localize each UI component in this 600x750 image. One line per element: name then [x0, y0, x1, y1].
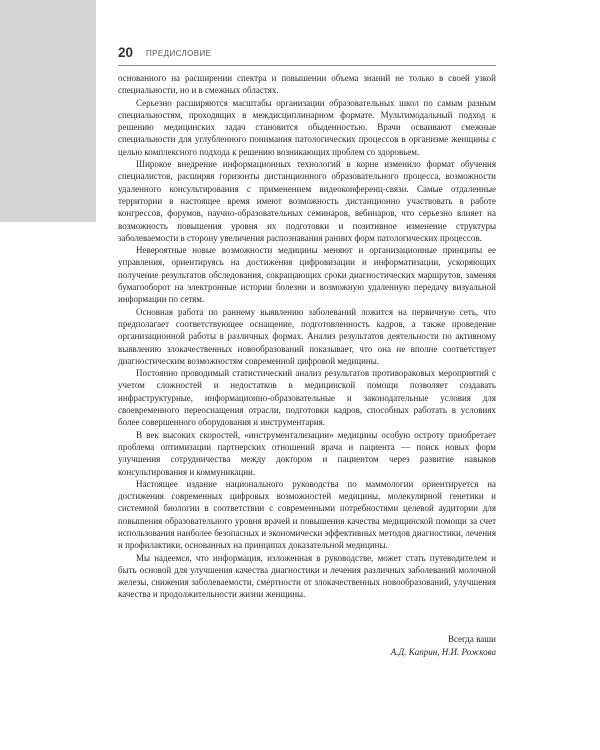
paragraph: Серьезно расширяются масштабы организации образовательных школ по самым разным специальностям, проходящих в междисциплинарном формате. Мультимодальный подход к решению медицинских задач становится обыденностью. Врачи осваивают смежные специальности для углубленного понимания патологических процессов в организме женщины с целью комплексного подхода к решению возникающих проблем со здоровьем. — [118, 97, 496, 157]
body-text — [118, 72, 496, 601]
paragraph: Невероятные новые возможности медицины меняют и организационные принципы ее управления, ориентируясь на достижения цифровизации и информатизации, ускоряющих получение результатов обследования, сокращающих сроки диагностических маршрутов, заменяя бумагооборот на электронные истории болезни и возможную удаленную передачу визуальной информации по сетям. — [118, 245, 496, 305]
side-tab-block — [0, 0, 96, 222]
section-title: ПРЕДИСЛОВИЕ — [146, 49, 212, 58]
running-header — [118, 47, 496, 66]
page-number: 20 — [118, 45, 134, 60]
paragraph: Мы надеемся, что информация, изложенная в руководстве, может стать путеводителем и быть основой для улучшения качества диагностики и лечения различных заболеваний молочной железы, снижения заболеваемости, смертности от злокачественных новообразований, улучшения качества и продолжительности жизни женщины. — [118, 552, 496, 600]
signature-authors: А.Д. Каприн, Н.И. Рожкова — [390, 646, 496, 657]
signature-closing: Всегда ваши — [447, 634, 496, 644]
signature-block — [118, 633, 496, 658]
paragraph: Основная работа по раннему выявлению заболеваний ложится на первичную сеть, что предполагает соответствующее оснащение, подготовленность кадров, а также проведение организационной работы в различных формах. Анализ результатов деятельности по активному выявлению злокачественных новообразований показывает, что она не вполне соответствует диагностическим возможностям современной цифровой медицины. — [118, 306, 496, 366]
paragraph: В век высоких скоростей, «инструментализации» медицины особую остроту приобретает проблема оптимизации партнерских отношений врача и пациента — поиск новых форм улучшения сотрудничества между доктором и пациентом через развитие навыков консультирования и коммуникации. — [118, 429, 496, 477]
paragraph: основанного на расширении спектра и повышении объема знаний не только в своей узкой специальности, но и в смежных областях. — [118, 73, 496, 96]
paragraph: Настоящее издание национального руководства по маммологии ориентируется на достижения современных цифровых возможностей медицины, молекулярной генетики и системной биологии в соответствии с современными потребностями целевой аудитории для повышения образовательного уровня врачей и повышения качества медицинской помощи за счет использования наиболее безопасных и экономически эффективных методов диагностики, лечения и профилактики, основанных на принципах доказательной медицины. — [118, 478, 496, 551]
paragraph: Широкое внедрение информационных технологий в корне изменило формат обучения специалистов, расширяя горизонты дистанционного образовательного процесса, возможности удаленного консультирования с применением видеоконференц-связи. Самые отдаленные территории в настоящее время имеют возможность дистанционно участвовать в работе конгрессов, форумов, научно-образовательных семинаров, вебинаров, что серьезно влияет на возможность повышения уровня их подготовки и позитивное изменение структуры заболеваемости в сторону увеличения распознавания ранних форм патологических процессов. — [118, 159, 496, 243]
paragraph: Постоянно проводимый статистический анализ результатов противораковых мероприятий с учетом сложностей и недостатков в медицинской помощи позволяет создавать инфраструктурные, информационно-образовательные и законодательные условия для своевременного переоснащения отрасли, подготовки кадров, способных работать в условиях более совершенного оборудования и инструментария. — [118, 368, 496, 428]
